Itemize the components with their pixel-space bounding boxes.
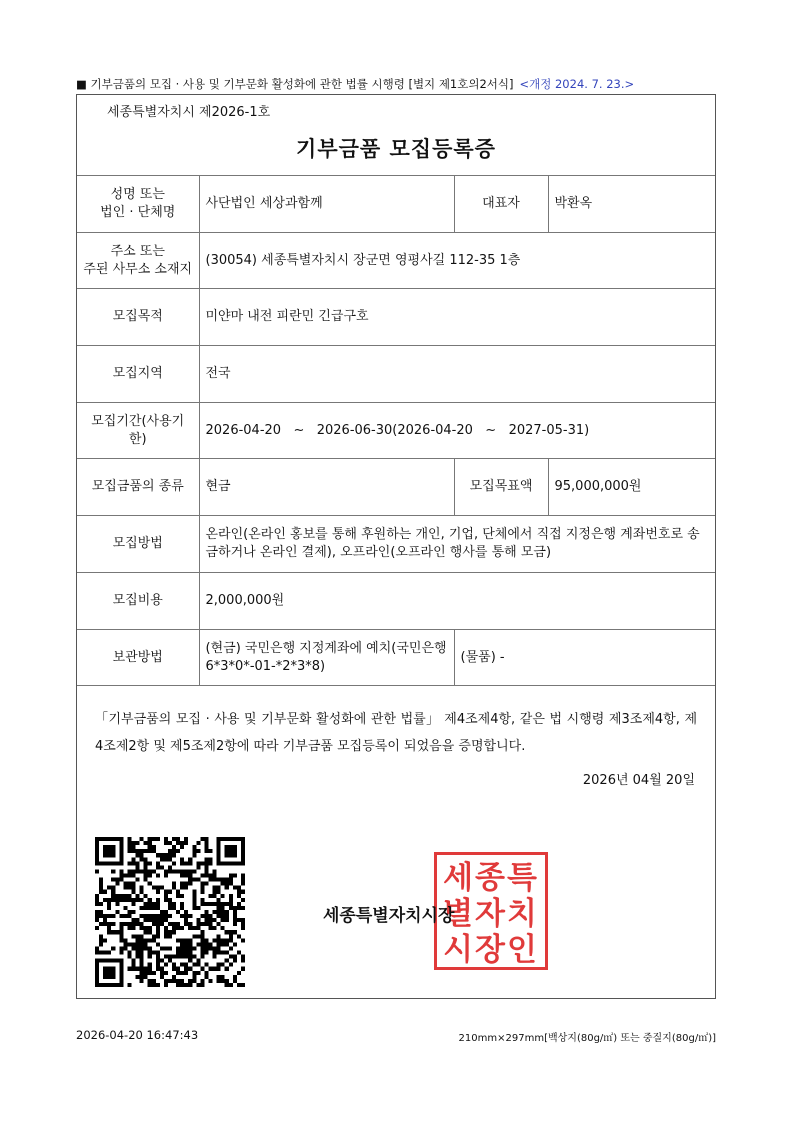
certificate-frame [76,94,716,999]
storage-goods-value: (물품) - [454,630,715,686]
registration-table [77,175,715,686]
seal-text: 시장인 [443,932,539,968]
cost-label: 모집비용 [77,573,199,630]
document-title: 기부금품 모집등록증 [296,137,496,161]
method-value: 온라인(온라인 홍보를 통해 후원하는 개인, 기업, 단체에서 직접 지정은행 계좌번호로 송금하거나 온라인 결제), 오프라인(오프라인 행사를 통해 모금) [199,516,715,573]
table-row [77,516,715,573]
seal-text: 별자치 [443,896,539,932]
area-label: 모집지역 [77,346,199,403]
representative-label: 대표자 [454,176,548,233]
printed-timestamp: 2026-04-20 16:47:43 [76,1028,199,1042]
name-label: 성명 또는 법인 · 단체명 [77,176,199,233]
period-value: 2026-04-20 ~ 2026-06-30(2026-04-20 ~ 2027-05-31) [199,403,715,459]
certification-text: 「기부금품의 모집 · 사용 및 기부문화 활성화에 관한 법률」 제4조제4항, 같은 법 시행령 제3조제4항, 제4조제2항 및 제5조제2항에 따라 기부금품 모집등록이 되었음을 증명합니다. [95,712,697,754]
table-row [77,459,715,516]
address-label: 주소 또는 주된 사무소 소재지 [77,233,199,289]
purpose-label: 모집목적 [77,289,199,346]
purpose-value: 미얀마 내전 피란민 긴급구호 [199,289,715,346]
area-value: 전국 [199,346,715,403]
table-row [77,233,715,289]
table-row [77,346,715,403]
target-amount-value: 95,000,000원 [548,459,715,516]
table-row [77,176,715,233]
target-amount-label: 모집목표액 [454,459,548,516]
revision-note: <개정 2024. 7. 23.> [519,77,635,91]
address-value: (30054) 세종특별자치시 장군면 영평사길 112-35 1층 [199,233,715,289]
method-label: 모집방법 [77,516,199,573]
period-label: 모집기간(사용기한) [77,403,199,459]
cost-value: 2,000,000원 [199,573,715,630]
name-value: 사단법인 세상과함께 [199,176,454,233]
storage-label: 보관방법 [77,630,199,686]
paper-spec: 210mm×297mm[백상지(80g/㎡) 또는 중질지(80g/㎡)] [458,1033,716,1044]
kind-label: 모집금품의 종류 [77,459,199,516]
table-row [77,630,715,686]
issuer-name: 세종특별자치시장 [323,906,455,926]
qr-code[interactable] [95,837,245,987]
form-reference-header [76,76,634,92]
storage-cash-value: (현금) 국민은행 지정계좌에 예치(국민은행 6*3*0*-01-*2*3*8) [199,630,454,686]
issue-date: 2026년 04월 20일 [582,773,695,788]
document-number: 세종특별자치시 제2026-1호 [107,105,271,120]
table-row [77,289,715,346]
seal-text: 세종특 [443,860,539,896]
representative-value: 박환옥 [548,176,715,233]
table-row [77,403,715,459]
table-row [77,573,715,630]
form-reference: ■ 기부금품의 모집 · 사용 및 기부문화 활성화에 관한 법률 시행령 [별지 제1호의2서식] [76,77,514,91]
kind-value: 현금 [199,459,454,516]
